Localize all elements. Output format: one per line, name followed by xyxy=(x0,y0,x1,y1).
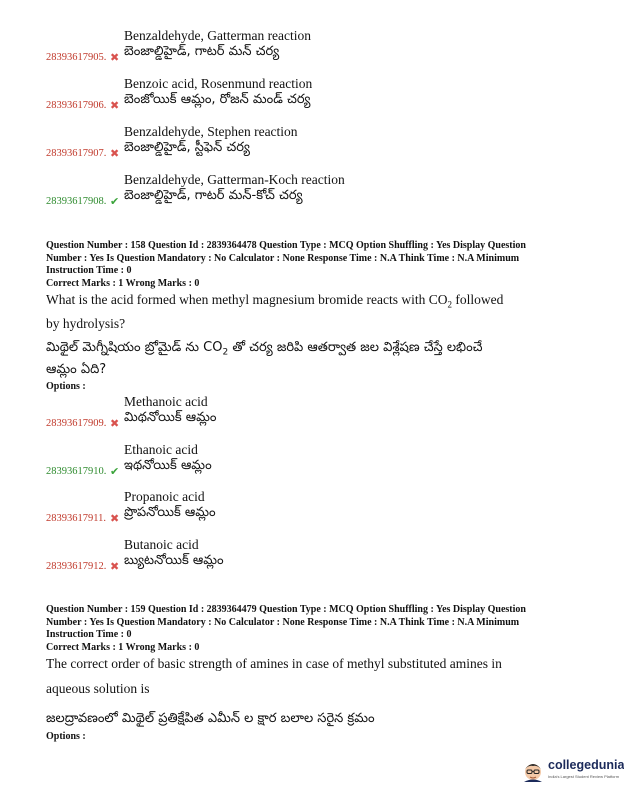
collegedunia-logo xyxy=(522,756,624,786)
correct-mark-icon: ✔ xyxy=(110,466,120,478)
option-28393617907 xyxy=(0,124,612,172)
header-line: Instruction Time : 0 xyxy=(46,629,132,640)
option-text-en: Methanoic acid xyxy=(124,394,208,409)
option-id: 28393617905. xyxy=(46,52,107,63)
subscript: 2 xyxy=(447,299,453,310)
option-text-en: Butanoic acid xyxy=(124,537,199,552)
text-part: followed xyxy=(452,292,504,307)
question-159-header xyxy=(46,604,566,642)
option-text-te: మిథనోయిక్ ఆమ్లం xyxy=(124,410,217,425)
header-line: Number : Yes Is Question Mandatory : No Calculator : None Response Time : N.A Think Time : N.A Minimum xyxy=(46,616,520,628)
text-part: What is the acid formed when methyl magnesium bromide reacts with CO xyxy=(46,292,448,307)
option-28393617911 xyxy=(0,489,612,537)
wrong-mark-icon: ✖ xyxy=(110,100,120,112)
question-158-marks: Correct Marks : 1 Wrong Marks : 0 xyxy=(46,278,200,289)
option-id: 28393617909. xyxy=(46,418,107,429)
header-line: Number : Yes Is Question Mandatory : No Calculator : None Response Time : N.A Think Time : N.A Minimum xyxy=(46,252,520,264)
wrong-mark-icon: ✖ xyxy=(110,148,120,160)
option-text-en: Benzaldehyde, Gatterman-Koch reaction xyxy=(124,172,345,187)
option-text-te: బెంజోయిక్ ఆమ్లం, రోజన్ మండ్ చర్య xyxy=(124,92,311,107)
question-159-text-line1: The correct order of basic strength of amines in case of methyl substituted amines in xyxy=(46,656,502,671)
wrong-mark-icon: ✖ xyxy=(110,418,120,430)
option-id: 28393617907. xyxy=(46,148,107,159)
text-part: తో చర్య జరిపి ఆతర్వాత జల విశ్లేషణ చేస్తే లభించే xyxy=(228,340,483,355)
logo-tagline: India's Largest Student Review Platform xyxy=(548,774,620,779)
header-line: Question Number : 158 Question Id : 2839364478 Question Type : MCQ Option Shuffling : Yes Display Question xyxy=(46,240,526,251)
question-159-marks: Correct Marks : 1 Wrong Marks : 0 xyxy=(46,642,200,653)
wrong-mark-icon: ✖ xyxy=(110,513,120,525)
option-text-en: Benzaldehyde, Gatterman reaction xyxy=(124,28,312,43)
option-28393617910 xyxy=(0,442,612,490)
option-text-te: ప్రొపనోయిక్ ఆమ్లం xyxy=(124,505,216,520)
option-text-en: Benzoic acid, Rosenmund reaction xyxy=(124,76,313,91)
option-text-te: ఇథనోయిక్ ఆమ్లం xyxy=(124,458,212,473)
question-158-te-line1 xyxy=(46,340,483,358)
option-id: 28393617910. xyxy=(46,466,107,477)
question-159-text-line2: aqueous solution is xyxy=(46,681,150,696)
correct-mark-icon: ✔ xyxy=(110,196,120,208)
option-text-te: బ్యుటనోయిక్ ఆమ్లం xyxy=(124,553,224,568)
question-159-te-line1: జలద్రావణంలో మిథైల్ ప్రతిక్షేపిత ఎమీన్ ల క్షార బలాల సరైన క్రమం xyxy=(46,711,375,726)
option-28393617908 xyxy=(0,172,612,220)
question-158-text-line1 xyxy=(46,292,566,310)
question-158-te-line2: ఆమ్లం ఏది? xyxy=(46,362,107,377)
header-line: Instruction Time : 0 xyxy=(46,265,132,276)
option-id: 28393617911. xyxy=(46,513,106,524)
option-text-en: Propanoic acid xyxy=(124,489,205,504)
option-text-en: Benzaldehyde, Stephen reaction xyxy=(124,124,298,139)
option-28393617906 xyxy=(0,76,612,124)
option-28393617909 xyxy=(0,394,612,442)
option-id: 28393617908. xyxy=(46,196,107,207)
option-text-te: బెంజాల్డిహైడ్, గాటర్ మన్-కోచ్ చర్య xyxy=(124,188,303,203)
options-label: Options : xyxy=(46,381,86,392)
text-part: మిథైల్ మెగ్నీషియం బ్రోమైడ్ ను CO xyxy=(46,340,223,355)
option-id: 28393617912. xyxy=(46,561,107,572)
subscript: 2 xyxy=(222,347,229,358)
option-id: 28393617906. xyxy=(46,100,107,111)
wrong-mark-icon: ✖ xyxy=(110,561,120,573)
options-label: Options : xyxy=(46,731,86,742)
option-text-te: బెంజాల్డిహైడ్, స్టీఫెన్ చర్య xyxy=(124,140,250,155)
question-158-text-line2: by hydrolysis? xyxy=(46,316,126,331)
wrong-mark-icon: ✖ xyxy=(110,52,120,64)
question-158-header xyxy=(46,240,566,278)
header-line: Question Number : 159 Question Id : 2839364479 Question Type : MCQ Option Shuffling : Yes Display Question xyxy=(46,604,526,615)
mascot-icon xyxy=(522,758,544,782)
option-28393617912 xyxy=(0,537,612,585)
option-text-en: Ethanoic acid xyxy=(124,442,198,457)
logo-name: collegedunia xyxy=(548,758,624,772)
option-text-te: బెంజాల్డిహైడ్, గాటర్ మన్ చర్య xyxy=(124,44,280,59)
option-28393617905 xyxy=(0,28,612,76)
